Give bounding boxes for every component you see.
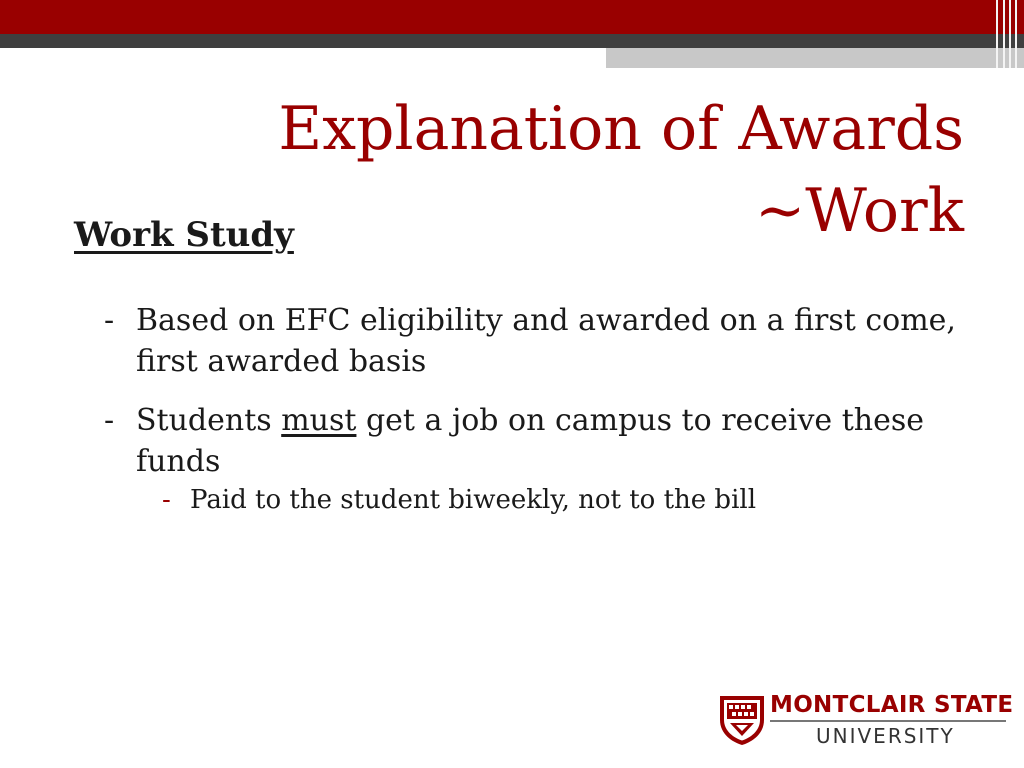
bullet-item [104, 400, 964, 482]
sub-bullet-text: Paid to the student biweekly, not to the bill [190, 485, 757, 515]
header-stripe [1003, 0, 1005, 68]
slide-title-line1: Explanation of Awards [278, 94, 964, 164]
bullet-item [104, 300, 964, 382]
bullet-text-end: get a job on campus to receive these funds [136, 403, 924, 479]
header-stripe [1015, 0, 1017, 68]
logo-name-line2: UNIVERSITY [816, 724, 955, 748]
logo-divider [770, 720, 1006, 722]
bullet-text: Based on EFC eligibility and awarded on a first come, first awarded basis [136, 303, 956, 379]
slide-title-line2: ~Work [754, 176, 964, 246]
logo-name-line1: MONTCLAIR STATE [770, 692, 1014, 718]
sub-bullet-marker: - [162, 485, 171, 515]
header-dark-bar [0, 34, 1024, 48]
header-stripe [996, 0, 998, 68]
bullet-list [104, 300, 964, 520]
university-logo [718, 692, 1014, 750]
sub-bullet-item [162, 480, 964, 520]
header-red-bar [0, 0, 1024, 34]
slide-title [204, 88, 964, 252]
bullet-emphasis: must [281, 403, 357, 438]
section-heading: Work Study [74, 215, 294, 255]
header-stripe [1009, 0, 1011, 68]
bullet-marker: - [104, 303, 115, 338]
university-shield-icon [718, 692, 766, 746]
header-gray-bar [606, 48, 1024, 68]
bullet-text-start: Students [136, 403, 282, 438]
bullet-marker: - [104, 403, 115, 438]
